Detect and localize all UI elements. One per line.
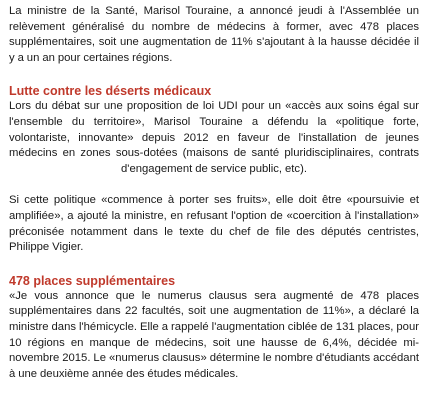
section-heading-deserts: Lutte contre les déserts médicaux — [9, 84, 212, 99]
intro-paragraph: La ministre de la Santé, Marisol Touraine, a annoncé jeudi à l'Assemblée un relèvement généralisé du nombre de médecins à former, avec 478 places supplémentaires, soit une augmentation de 11% s'ajoutant à la hausse décidée il y a un an pour certaines régions. — [9, 5, 419, 64]
section2-paragraph-1: «Je vous annonce que le numerus clausus sera augmenté de 478 places supplémentaires dans 22 facultés, soit une augmentation de 11%», a déclaré la ministre dans l'hémicycle. Elle a rappelé l'augmentation ciblée de 131 places, pour 10 régions en manque de médecins, soit une hausse de 6,4%, décidée mi-novembre 2015. Le «numerus clausus» détermine le nombre d'étudiants accédant à une deuxième année des études médicales. — [9, 289, 419, 380]
spacer — [9, 256, 419, 273]
section1-paragraph-1: Lors du débat sur une proposition de loi UDI pour un «accès aux soins égal sur l'ensemble du territoire», Marisol Touraine a défendu la «politique forte, volontariste, innovante» depuis 2012 en faveur de l'installation de jeunes médecins en zones sous-dotées (maisons de santé pluridisciplinaires, contrats d'engagement de service public, etc). — [9, 100, 419, 175]
spacer — [9, 177, 419, 193]
section1-paragraph-2: Si cette politique «commence à porter ses fruits», elle doit être «poursuivie et amplifiée», a ajouté la ministre, en refusant l'option de «coercition à l'installation» préconisée notamment dans le texte du chef de file des députés centristes, Philippe Vigier. — [9, 194, 419, 254]
section-heading-places: 478 places supplémentaires — [9, 273, 176, 288]
spacer — [9, 66, 419, 83]
